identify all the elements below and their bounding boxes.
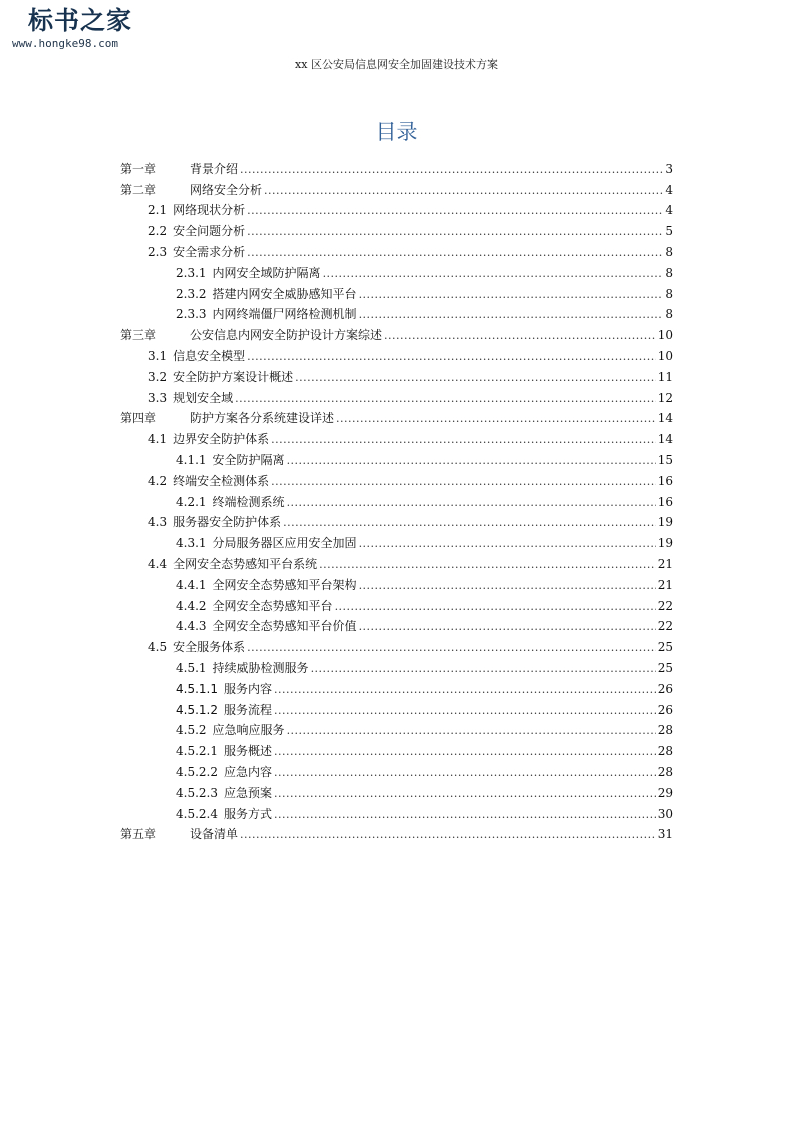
toc-entry-number: 4.5.2.2 — [176, 764, 218, 779]
toc-entry-page-number: 21 — [657, 577, 673, 592]
toc-entry-label: 服务方式 — [223, 806, 272, 821]
toc-dot-leader — [336, 411, 656, 426]
toc-dot-leader — [319, 557, 656, 572]
toc-entry-page-number: 11 — [657, 369, 673, 384]
toc-entry-number: 2.1 — [148, 203, 168, 218]
toc-entry[interactable] — [120, 322, 673, 343]
toc-entry-page-number: 14 — [657, 411, 673, 426]
toc-entry-number: 4.4.2 — [176, 598, 207, 613]
toc-entry-label: 内网终端僵尸网络检测机制 — [212, 307, 357, 322]
toc-entry-label: 持续威胁检测服务 — [212, 660, 309, 675]
toc-entry-page-number: 21 — [657, 556, 673, 571]
toc-dot-leader — [359, 287, 664, 302]
toc-entry[interactable] — [120, 655, 673, 676]
toc-entry-page-number: 5 — [665, 224, 673, 239]
toc-dot-leader — [274, 765, 656, 780]
toc-entry-number: 4.3 — [148, 515, 168, 530]
toc-dot-leader — [323, 266, 664, 281]
toc-entry-number: 4.2 — [148, 473, 168, 488]
toc-entry[interactable] — [120, 406, 673, 427]
toc-dot-leader — [359, 619, 656, 634]
toc-entry-label: 网络安全分析 — [190, 182, 263, 197]
toc-entry-number: 3.3 — [148, 390, 168, 405]
toc-title: 目录 — [375, 120, 418, 144]
toc-entry-label: 全网安全态势感知平台架构 — [212, 577, 357, 592]
toc-entry-page-number: 8 — [665, 244, 673, 259]
toc-entry-label: 内网安全域防护隔离 — [212, 265, 321, 280]
toc-entry-label: 公安信息内网安全防护设计方案综述 — [190, 328, 383, 343]
toc-entry-label: 全网安全态势感知平台价值 — [212, 619, 357, 634]
toc-entry-number: 4.1.1 — [176, 452, 207, 467]
toc-entry[interactable] — [120, 738, 673, 759]
toc-entry[interactable] — [120, 759, 673, 780]
toc-entry-number: 第一章 — [120, 161, 157, 176]
watermark-url: www.hongke98.com — [12, 37, 118, 50]
toc-entry[interactable] — [120, 218, 673, 239]
toc-entry-number: 4.3.1 — [176, 536, 207, 551]
toc-dot-leader — [235, 391, 656, 406]
toc-entry[interactable] — [120, 302, 673, 323]
toc-entry-number: 4.5.1.2 — [176, 702, 218, 717]
toc-entry-label: 服务流程 — [223, 702, 272, 717]
toc-entry-page-number: 14 — [657, 432, 673, 447]
toc-entry-label: 应急内容 — [223, 764, 272, 779]
toc-entry-page-number: 15 — [657, 452, 673, 467]
toc-entry-page-number: 26 — [657, 681, 673, 696]
toc-entry-label: 终端安全检测体系 — [173, 473, 270, 488]
toc-entry-label: 分局服务器区应用安全加固 — [212, 536, 357, 551]
toc-entry[interactable] — [120, 510, 673, 531]
toc-entry-label: 网络现状分析 — [173, 203, 246, 218]
toc-entry-page-number: 31 — [657, 827, 673, 842]
toc-entry[interactable] — [120, 156, 673, 177]
toc-entry[interactable] — [120, 426, 673, 447]
toc-entry-number: 4.5.2.4 — [176, 806, 218, 821]
toc-entry[interactable] — [120, 634, 673, 655]
toc-dot-leader — [240, 162, 663, 177]
toc-entry-number: 4.2.1 — [176, 494, 207, 509]
toc-entry[interactable] — [120, 198, 673, 219]
toc-entry-number: 4.4.3 — [176, 619, 207, 634]
toc-entry-number: 2.3.2 — [176, 286, 207, 301]
toc-entry-number: 2.2 — [148, 224, 168, 239]
document-running-header: xx 区公安局信息网安全加固建设技术方案 — [295, 58, 498, 71]
toc-entry-label: 服务器安全防护体系 — [173, 515, 282, 530]
toc-entry-label: 搭建内网安全威胁感知平台 — [212, 286, 357, 301]
toc-entry-number: 3.2 — [148, 369, 168, 384]
toc-entry-page-number: 30 — [657, 806, 673, 821]
toc-entry[interactable] — [120, 676, 673, 697]
toc-entry-number: 4.5.2.3 — [176, 785, 218, 800]
toc-entry-number: 第四章 — [120, 411, 157, 426]
toc-entry-number: 4.5.1 — [176, 660, 207, 675]
toc-entry-number: 第五章 — [120, 827, 157, 842]
toc-entry-page-number: 28 — [657, 764, 673, 779]
toc-dot-leader — [274, 703, 656, 718]
toc-entry-label: 信息安全模型 — [173, 348, 246, 363]
toc-entry-number: 3.1 — [148, 348, 168, 363]
toc-entry-label: 设备清单 — [190, 827, 239, 842]
toc-dot-leader — [335, 599, 656, 614]
toc-entry[interactable] — [120, 177, 673, 198]
toc-entry[interactable] — [120, 468, 673, 489]
toc-entry[interactable] — [120, 281, 673, 302]
toc-entry[interactable] — [120, 801, 673, 822]
toc-entry-page-number: 10 — [657, 328, 673, 343]
toc-entry-page-number: 26 — [657, 702, 673, 717]
toc-entry-page-number: 25 — [657, 640, 673, 655]
toc-entry-label: 终端检测系统 — [212, 494, 285, 509]
toc-entry-page-number: 28 — [657, 723, 673, 738]
toc-entry-page-number: 22 — [657, 619, 673, 634]
toc-entry-number: 2.3 — [148, 244, 168, 259]
toc-entry[interactable] — [120, 364, 673, 385]
toc-entry-page-number: 16 — [657, 473, 673, 488]
toc-entry-label: 防护方案各分系统建设详述 — [190, 411, 335, 426]
toc-entry[interactable] — [120, 551, 673, 572]
toc-entry[interactable] — [120, 385, 673, 406]
toc-dot-leader — [274, 786, 656, 801]
toc-entry-number: 4.4 — [148, 556, 168, 571]
toc-entry-label: 服务内容 — [223, 681, 272, 696]
toc-entry[interactable] — [120, 780, 673, 801]
toc-entry-number: 4.5.2 — [176, 723, 207, 738]
toc-entry[interactable] — [120, 530, 673, 551]
toc-dot-leader — [295, 370, 656, 385]
watermark-title: 标书之家 — [28, 6, 133, 35]
table-of-contents — [120, 156, 673, 842]
toc-entry-page-number: 25 — [657, 660, 673, 675]
toc-entry[interactable] — [120, 239, 673, 260]
toc-dot-leader — [264, 183, 663, 198]
toc-dot-leader — [240, 827, 656, 842]
toc-entry-label: 边界安全防护体系 — [173, 432, 270, 447]
toc-entry-label: 规划安全域 — [173, 390, 234, 405]
toc-entry[interactable] — [120, 822, 673, 843]
toc-dot-leader — [384, 328, 656, 343]
toc-dot-leader — [359, 536, 656, 551]
toc-entry-label: 安全服务体系 — [173, 640, 246, 655]
toc-entry-page-number: 3 — [665, 161, 673, 176]
toc-dot-leader — [287, 723, 656, 738]
toc-entry[interactable] — [120, 593, 673, 614]
toc-dot-leader — [359, 578, 656, 593]
toc-entry-page-number: 22 — [657, 598, 673, 613]
toc-entry[interactable] — [120, 260, 673, 281]
toc-entry[interactable] — [120, 447, 673, 468]
toc-entry-number: 4.4.1 — [176, 577, 207, 592]
toc-entry-page-number: 29 — [657, 785, 673, 800]
toc-entry-label: 全网安全态势感知平台系统 — [173, 556, 318, 571]
toc-dot-leader — [274, 682, 656, 697]
toc-entry-page-number: 4 — [665, 203, 673, 218]
toc-entry-label: 安全问题分析 — [173, 224, 246, 239]
toc-entry-label: 应急响应服务 — [212, 723, 285, 738]
toc-entry-label: 应急预案 — [223, 785, 272, 800]
toc-entry-page-number: 8 — [665, 286, 673, 301]
toc-entry-page-number: 10 — [657, 348, 673, 363]
toc-entry[interactable] — [120, 614, 673, 635]
toc-entry-number: 2.3.3 — [176, 307, 207, 322]
toc-entry-number: 4.1 — [148, 432, 168, 447]
toc-dot-leader — [287, 495, 656, 510]
toc-entry-number: 第三章 — [120, 328, 157, 343]
toc-entry[interactable] — [120, 343, 673, 364]
toc-entry-number: 2.3.1 — [176, 265, 207, 280]
toc-entry-page-number: 28 — [657, 744, 673, 759]
toc-entry-number: 4.5 — [148, 640, 168, 655]
toc-entry-label: 服务概述 — [223, 744, 272, 759]
toc-entry-page-number: 16 — [657, 494, 673, 509]
toc-dot-leader — [247, 245, 663, 260]
toc-dot-leader — [283, 515, 656, 530]
toc-dot-leader — [274, 744, 656, 759]
toc-entry-label: 全网安全态势感知平台 — [212, 598, 333, 613]
toc-entry-page-number: 4 — [665, 182, 673, 197]
toc-entry-page-number: 8 — [665, 265, 673, 280]
toc-entry[interactable] — [120, 572, 673, 593]
toc-dot-leader — [247, 224, 663, 239]
toc-dot-leader — [274, 807, 656, 822]
toc-entry[interactable] — [120, 489, 673, 510]
toc-entry-page-number: 12 — [657, 390, 673, 405]
toc-entry-label: 安全防护隔离 — [212, 452, 285, 467]
toc-entry-number: 第二章 — [120, 182, 157, 197]
toc-dot-leader — [247, 203, 663, 218]
toc-entry-page-number: 19 — [657, 536, 673, 551]
toc-entry[interactable] — [120, 718, 673, 739]
toc-dot-leader — [311, 661, 656, 676]
toc-entry-label: 安全防护方案设计概述 — [173, 369, 294, 384]
toc-dot-leader — [247, 349, 656, 364]
toc-entry-page-number: 19 — [657, 515, 673, 530]
toc-dot-leader — [359, 307, 664, 322]
toc-dot-leader — [271, 432, 656, 447]
toc-dot-leader — [247, 640, 656, 655]
toc-entry-number: 4.5.1.1 — [176, 681, 218, 696]
toc-dot-leader — [271, 474, 656, 489]
toc-entry[interactable] — [120, 697, 673, 718]
toc-dot-leader — [287, 453, 656, 468]
toc-entry-number: 4.5.2.1 — [176, 744, 218, 759]
watermark-logo — [6, 4, 176, 56]
toc-entry-page-number: 8 — [665, 307, 673, 322]
toc-entry-label: 安全需求分析 — [173, 244, 246, 259]
toc-entry-label: 背景介绍 — [190, 161, 239, 176]
